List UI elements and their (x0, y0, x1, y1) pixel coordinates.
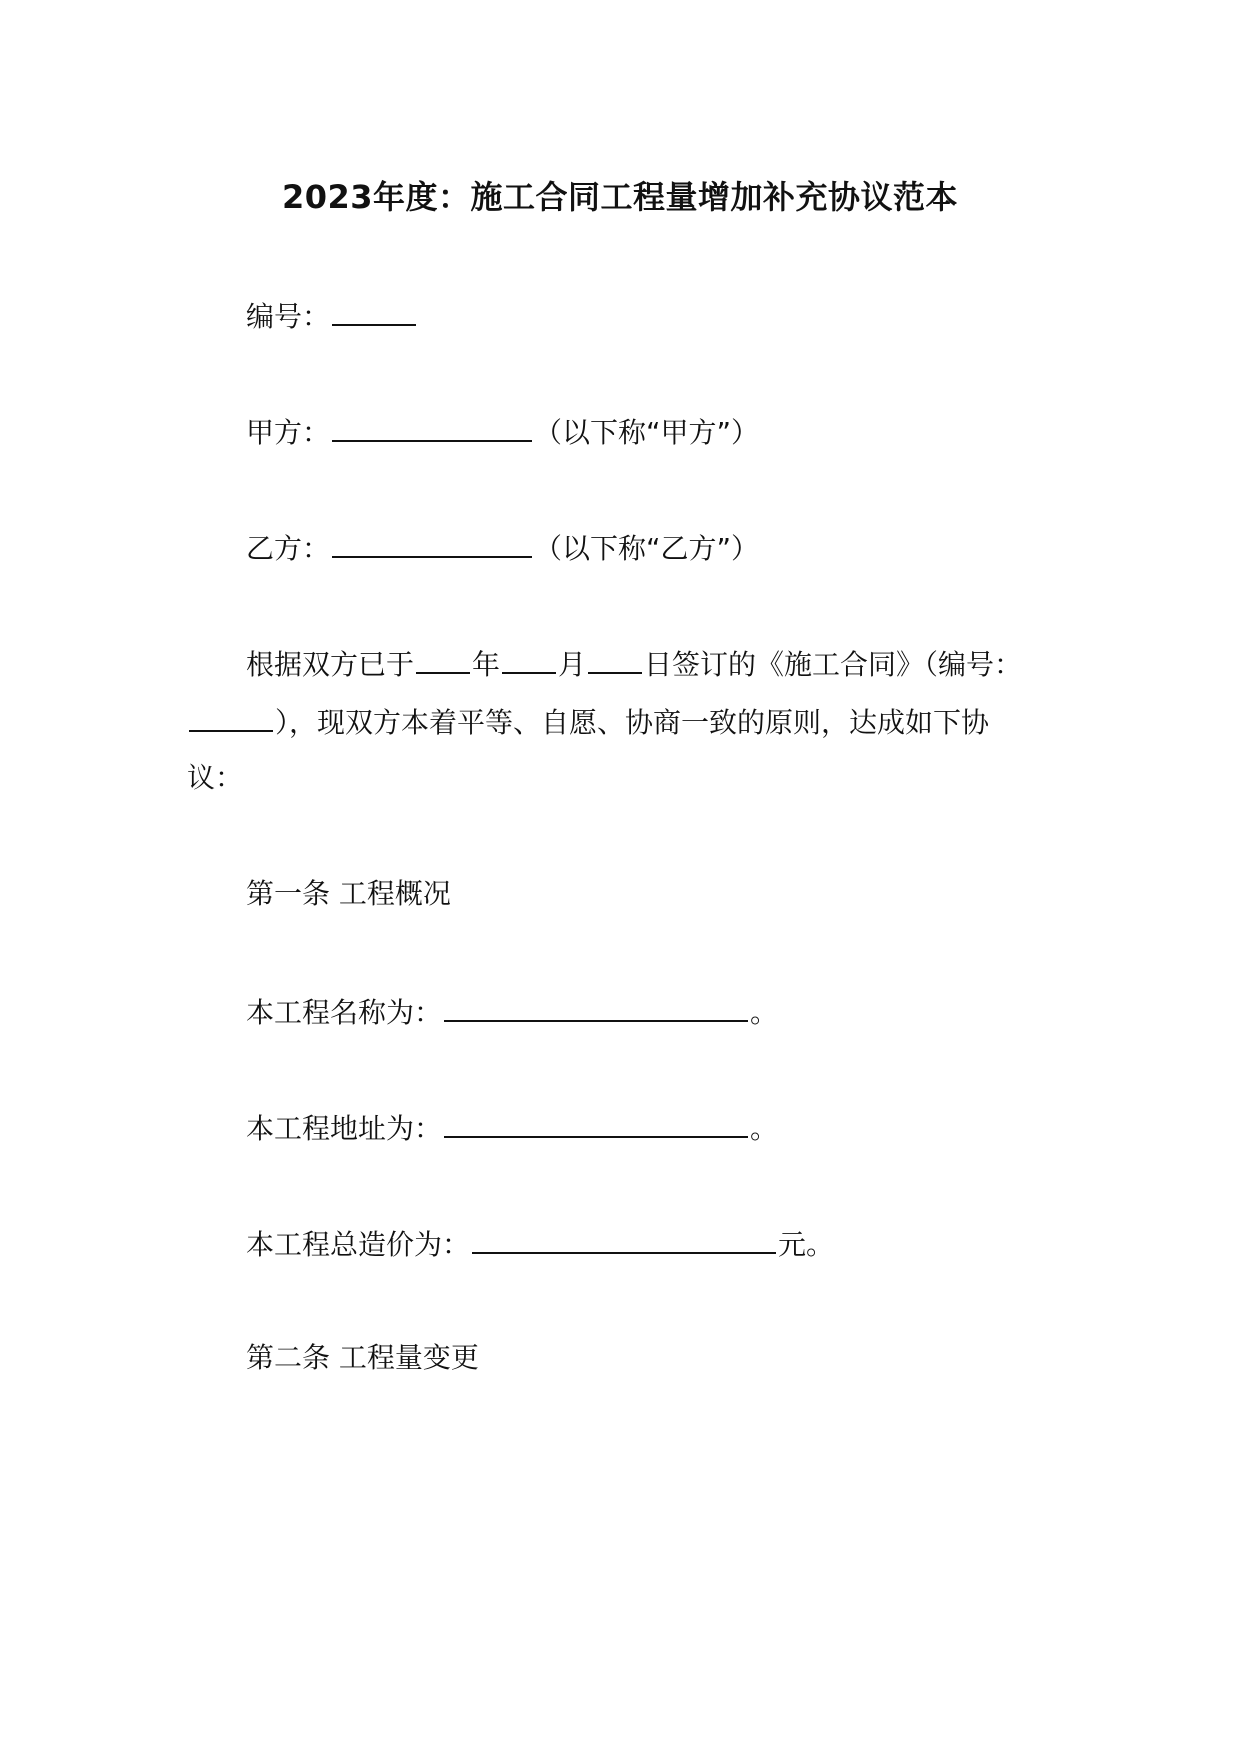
number-blank (332, 294, 416, 326)
party-a-blank (332, 410, 532, 442)
project-address-line (246, 1106, 778, 1149)
project-price-line (246, 1222, 834, 1265)
project-address-end: 。 (750, 1112, 779, 1145)
project-price-label: 本工程总造价为： (246, 1228, 471, 1261)
preamble-line-2 (187, 700, 989, 743)
article-2-title: 第二条 工程量变更 (246, 1341, 479, 1374)
party-a-suffix: （以下称“甲方”） (534, 416, 760, 449)
preamble-text-3: ），现双方本着平等、自愿、协商一致的原则，达成如下协 (275, 706, 990, 739)
preamble-text-1: 根据双方已于 (246, 648, 415, 681)
preamble-text-4: 议： (187, 761, 244, 794)
project-name-blank (444, 990, 748, 1022)
project-name-label: 本工程名称为： (246, 996, 443, 1029)
day-blank (588, 642, 642, 674)
preamble-line-3 (187, 758, 243, 798)
project-name-line (246, 990, 778, 1033)
article-2-heading (246, 1338, 479, 1378)
year-blank (416, 642, 470, 674)
party-a-label: 甲方： (246, 416, 331, 449)
month-blank (502, 642, 556, 674)
project-address-label: 本工程地址为： (246, 1112, 443, 1145)
preamble-month: 月 (558, 648, 587, 681)
project-price-end: 元。 (778, 1228, 835, 1261)
party-a-line (246, 410, 759, 453)
project-address-blank (444, 1106, 748, 1138)
project-price-blank (472, 1222, 776, 1254)
contract-number-blank (189, 700, 273, 732)
document-title: 2023年度：施工合同工程量增加补充协议范本 (281, 178, 959, 216)
number-label: 编号： (246, 300, 331, 333)
party-b-line (246, 526, 759, 569)
article-1-heading (246, 874, 451, 914)
party-b-blank (332, 526, 532, 558)
article-1-title: 第一条 工程概况 (246, 877, 451, 910)
preamble-line-1 (246, 642, 1022, 685)
preamble-text-2: 日签订的《施工合同》（编号： (644, 648, 1023, 681)
preamble-year: 年 (472, 648, 501, 681)
number-line (246, 294, 418, 337)
party-b-label: 乙方： (246, 532, 331, 565)
party-b-suffix: （以下称“乙方”） (534, 532, 760, 565)
project-name-end: 。 (750, 996, 779, 1029)
